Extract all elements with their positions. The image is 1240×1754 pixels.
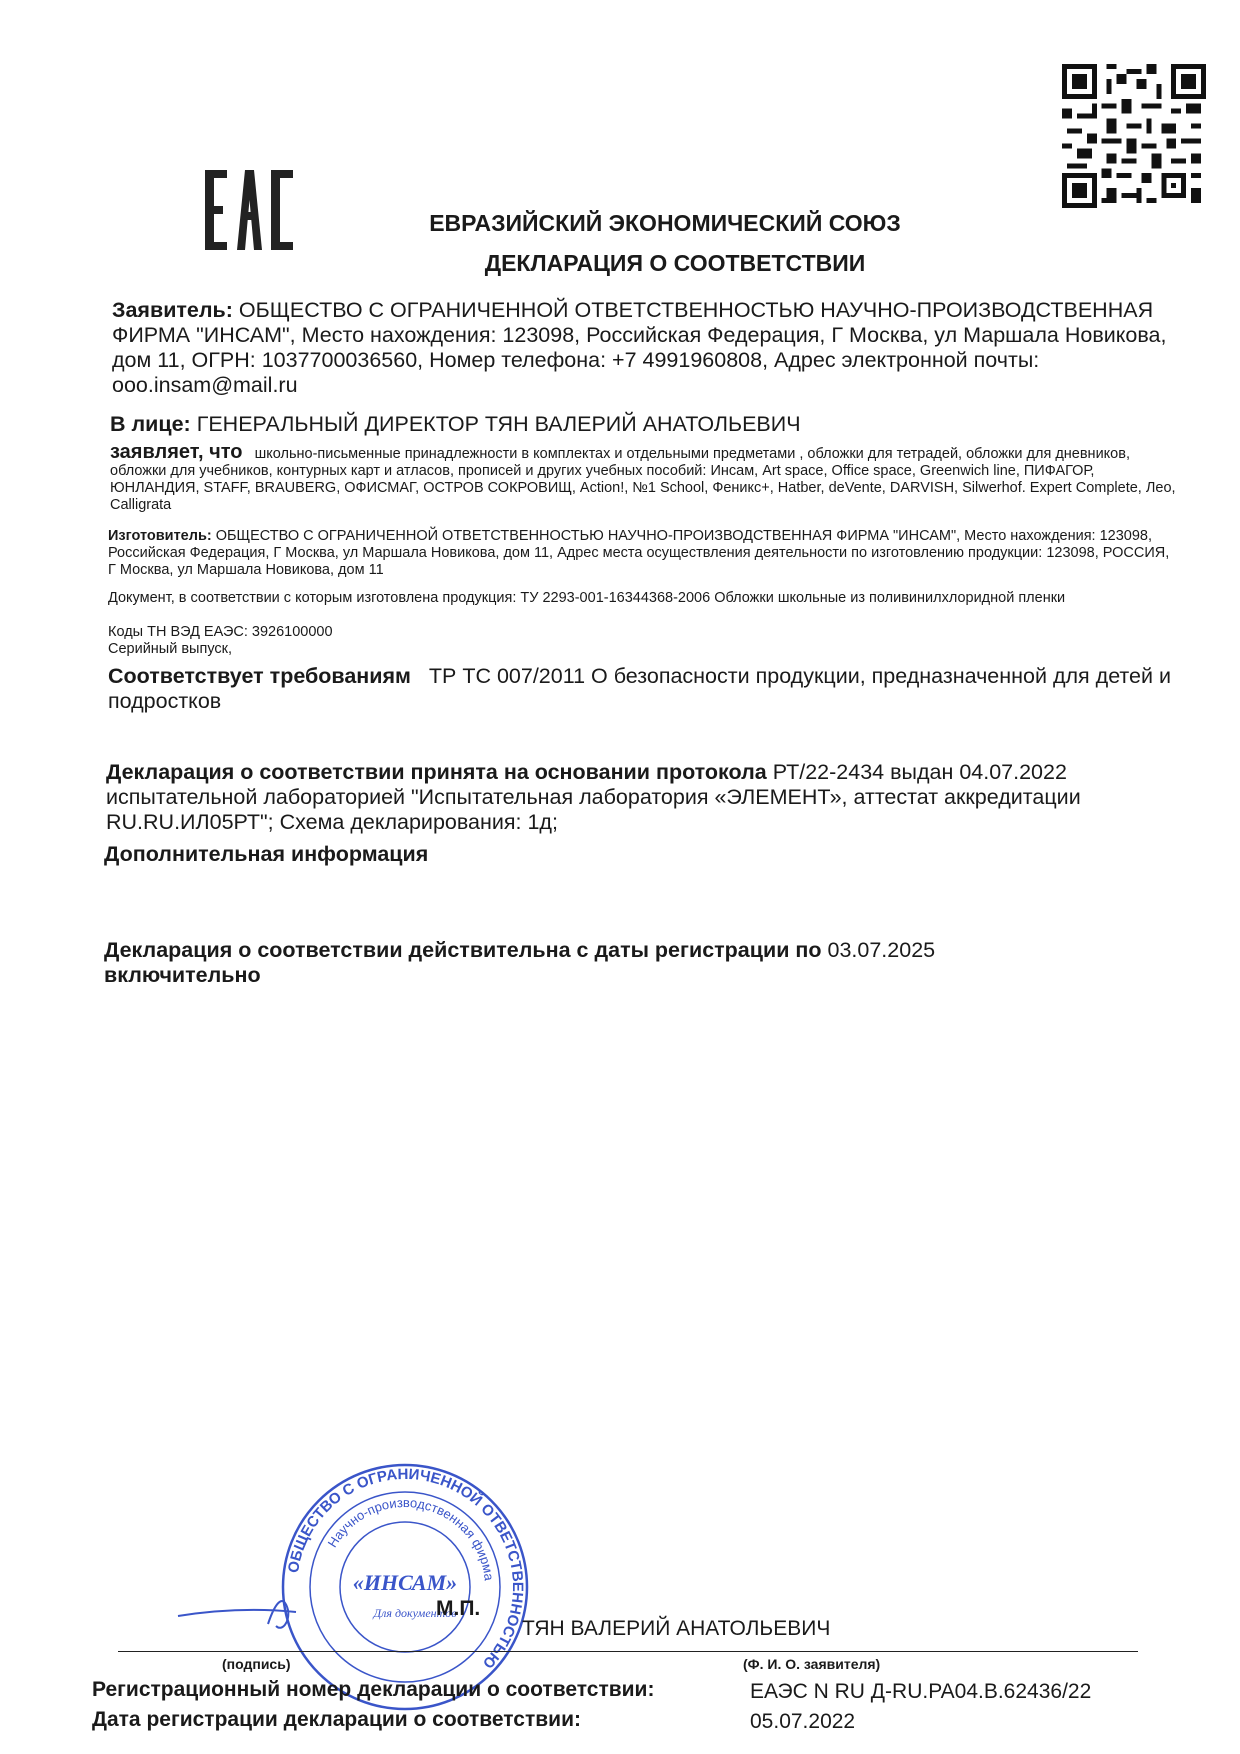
person-section bbox=[110, 412, 1170, 437]
signature-line bbox=[118, 1651, 1138, 1652]
stamp-sub: Для документов bbox=[373, 1606, 457, 1620]
validity-date: 03.07.2025 bbox=[827, 938, 936, 962]
signatory-name: ТЯН ВАЛЕРИЙ АНАТОЛЬЕВИЧ bbox=[522, 1617, 831, 1640]
declares-section bbox=[110, 441, 1180, 514]
complies-text: ТР ТС 007/2011 О безопасности продукции, предназначенной для детей и подростков bbox=[108, 664, 1171, 713]
registration-date: 05.07.2022 bbox=[750, 1710, 856, 1733]
person-label: В лице: bbox=[110, 412, 191, 436]
qr-code bbox=[1062, 64, 1206, 208]
stamp-place-label: М.П. bbox=[436, 1597, 481, 1620]
registration-number: ЕАЭС N RU Д-RU.PA04.B.62436/22 bbox=[750, 1680, 1092, 1703]
declares-label: заявляет, что bbox=[110, 441, 243, 463]
tnved-codes: Коды ТН ВЭД ЕАЭС: 3926100000 bbox=[108, 624, 333, 640]
applicant-section bbox=[112, 298, 1172, 398]
signature-scribble bbox=[176, 1588, 316, 1638]
complies-label: Соответствует требованиям bbox=[108, 664, 411, 688]
stamp-center: «ИНСАМ» bbox=[352, 1570, 458, 1595]
basis-text: РТ/22-2434 выдан 04.07.2022 испытательной лабораторией "Испытательная лаборатория «ЭЛЕМЕНТ», аттестат аккредитации RU.RU.ИЛ05РТ"; Схема декларирования: 1д; bbox=[106, 760, 1081, 834]
basis-label: Декларация о соответствии принята на основании протокола bbox=[106, 760, 767, 784]
stamp-outer-text: ОБЩЕСТВО С ОГРАНИЧЕННОЙ ОТВЕТСТВЕННОСТЬЮ bbox=[284, 1465, 527, 1672]
additional-info-label: Дополнительная информация bbox=[104, 842, 429, 866]
validity-suffix: включительно bbox=[104, 963, 261, 987]
union-title: ЕВРАЗИЙСКИЙ ЭКОНОМИЧЕСКИЙ СОЮЗ bbox=[429, 210, 901, 236]
complies-section bbox=[108, 664, 1178, 714]
person-text: ГЕНЕРАЛЬНЫЙ ДИРЕКТОР ТЯН ВАЛЕРИЙ АНАТОЛЬЕВИЧ bbox=[196, 412, 801, 436]
declares-text: школьно-письменные принадлежности в комплектах и отдельными предметами , обложки для тетрадей, обложки для дневников, обложки для учебников, контурных карт и атласов, прописей и других учебных пособий: Инсам, Art space, Office space, Greenwich line, ПИФАГОР, ЮНЛАНДИЯ, STAFF, BRAUBERG, ОФИСМАГ, ОСТРОВ СОКРОВИЩ, Action!, №1 School, Феникс+, Hatber, deVente, DARVISH, Silwerhof. Expert Complete, Лео, Calligrata bbox=[110, 446, 1176, 513]
signature-caption: (подпись) bbox=[222, 1656, 291, 1672]
validity-section bbox=[104, 938, 1104, 988]
manufacturer-section bbox=[108, 528, 1180, 579]
manufacturer-label: Изготовитель: bbox=[108, 528, 212, 544]
stamp-inner-text: Научно-производственная фирма bbox=[324, 1494, 497, 1582]
document-basis: Документ, в соответствии с которым изготовлена продукция: ТУ 2293-001-16344368-2006 Обложки школьные из поливинилхлоридной пленки bbox=[108, 590, 1066, 606]
company-stamp bbox=[280, 1462, 530, 1712]
applicant-text: ОБЩЕСТВО С ОГРАНИЧЕННОЙ ОТВЕТСТВЕННОСТЬЮ НАУЧНО-ПРОИЗВОДСТВЕННАЯ ФИРМА "ИНСАМ", Место нахождения: 123098, Российская Федерация, Г Москва, ул Маршала Новикова, дом 11, ОГРН: 1037700036560, Номер телефона: +7 4991960808, Адрес электронной почты: ooo.insam@mail.ru bbox=[112, 298, 1167, 397]
manufacturer-text: ОБЩЕСТВО С ОГРАНИЧЕННОЙ ОТВЕТСТВЕННОСТЬЮ НАУЧНО-ПРОИЗВОДСТВЕННАЯ ФИРМА "ИНСАМ", Место нахождения: 123098, Российская Федерация, Г Москва, ул Маршала Новикова, дом 11, Адрес места осуществления деятельности по изготовлению продукции: 123098, РОССИЯ, Г Москва, ул Маршала Новикова, дом 11 bbox=[108, 528, 1170, 578]
serial-release: Серийный выпуск, bbox=[108, 641, 233, 657]
applicant-label: Заявитель: bbox=[112, 298, 233, 322]
document-title: ДЕКЛАРАЦИЯ О СООТВЕТСТВИИ bbox=[484, 250, 866, 276]
registration-number-label: Регистрационный номер декларации о соответствии: bbox=[92, 1678, 655, 1701]
registration-date-label: Дата регистрации декларации о соответствии: bbox=[92, 1708, 581, 1731]
validity-label: Декларация о соответствии действительна с даты регистрации по bbox=[104, 938, 822, 962]
name-caption: (Ф. И. О. заявителя) bbox=[743, 1656, 881, 1672]
basis-section bbox=[106, 760, 1186, 835]
